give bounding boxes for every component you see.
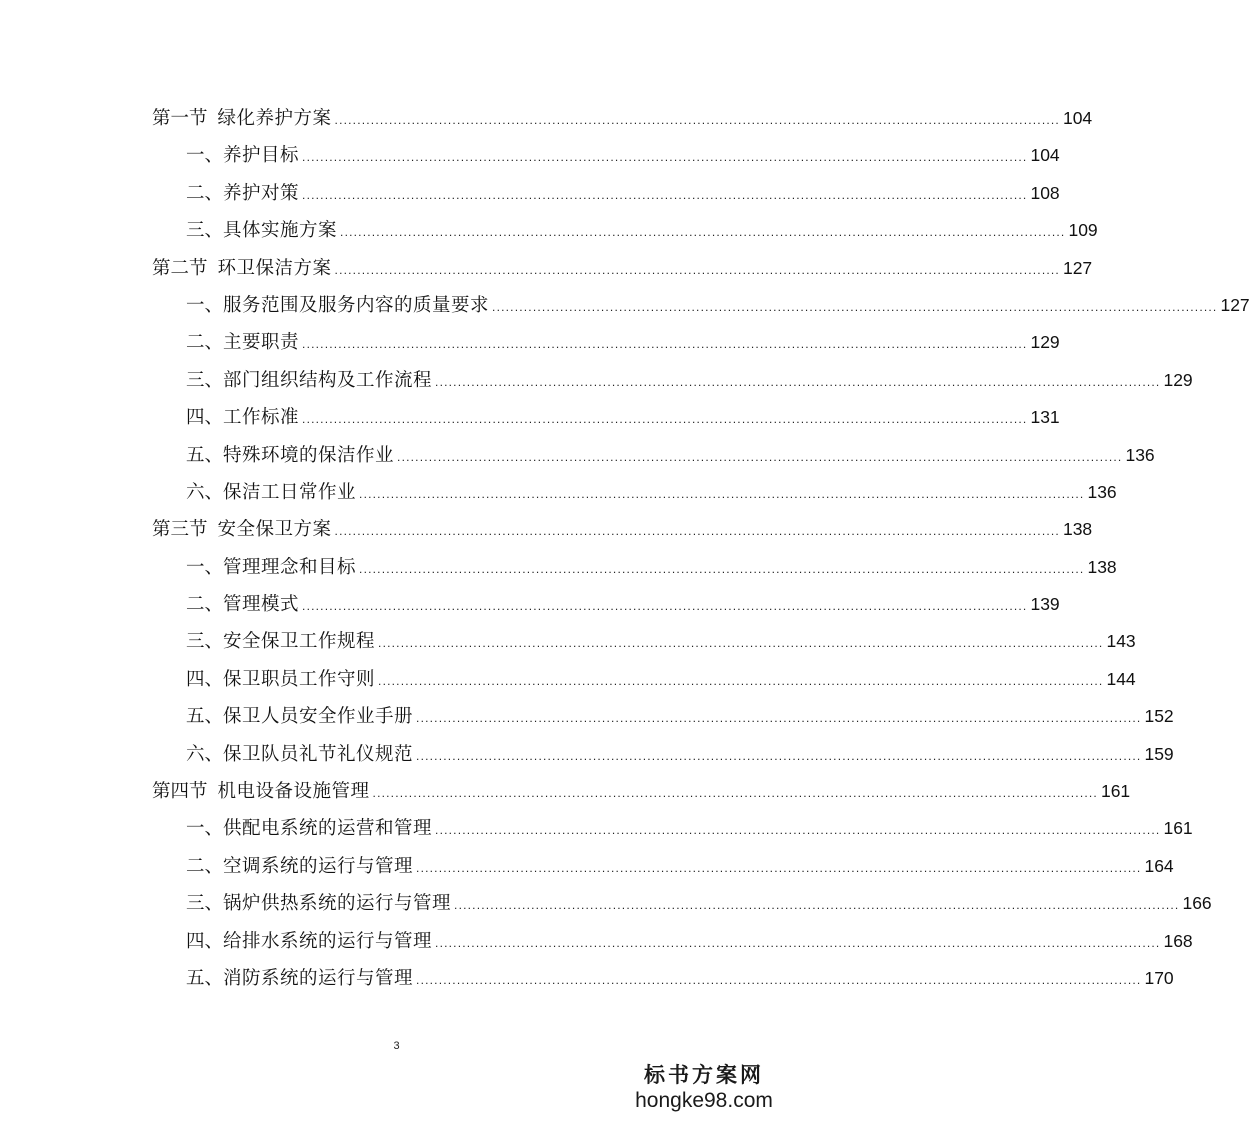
toc-dot-leader: ................................................................................................................................................................ [435, 935, 1161, 950]
toc-entry-number: 六、 [186, 743, 224, 765]
toc-entry-page: 109 [1068, 220, 1098, 241]
toc-entry-page: 152 [1144, 706, 1174, 727]
toc-entry-page: 136 [1125, 444, 1155, 465]
toc-dot-leader: ................................................................................................................................................................ [359, 561, 1085, 576]
toc-subsection-entry[interactable] [152, 399, 1060, 436]
toc-entry-number: 一、 [186, 294, 224, 316]
toc-entry-number: 二、 [186, 182, 224, 204]
toc-subsection-entry[interactable] [152, 736, 1174, 773]
toc-section-entry[interactable] [152, 250, 1093, 287]
table-of-contents [152, 100, 1250, 997]
toc-section-entry[interactable] [152, 773, 1131, 810]
toc-dot-leader: ................................................................................................................................................................ [416, 748, 1142, 763]
toc-entry-title: 具体实施方案 [223, 220, 338, 242]
toc-entry-number: 二、 [186, 332, 224, 354]
toc-entry-page: 143 [1106, 631, 1136, 652]
toc-entry-page: 144 [1106, 668, 1136, 689]
toc-entry-number: 二、 [186, 855, 224, 877]
toc-entry-page: 170 [1144, 967, 1174, 988]
toc-subsection-entry[interactable] [152, 698, 1174, 735]
toc-entry-title: 工作标准 [223, 407, 300, 429]
toc-entry-page: 161 [1163, 818, 1193, 839]
toc-dot-leader: ................................................................................................................................................................ [359, 486, 1085, 501]
toc-section-entry[interactable] [152, 100, 1093, 137]
toc-entry-title: 保洁工日常作业 [223, 481, 357, 503]
toc-dot-leader: ................................................................................................................................................................ [378, 673, 1104, 688]
toc-entry-number: 三、 [186, 893, 224, 915]
toc-entry-number: 第四节 [152, 781, 208, 803]
toc-subsection-entry[interactable] [152, 885, 1212, 922]
toc-subsection-entry[interactable] [152, 960, 1174, 997]
toc-entry-number: 五、 [186, 967, 224, 989]
toc-entry-number: 第二节 [152, 257, 208, 279]
toc-entry-page: 127 [1220, 294, 1250, 315]
toc-entry-page: 129 [1163, 369, 1193, 390]
toc-subsection-entry[interactable] [152, 848, 1174, 885]
toc-entry-title: 保卫队员礼节礼仪规范 [223, 743, 414, 765]
toc-entry-title: 部门组织结构及工作流程 [223, 369, 433, 391]
toc-dot-leader: ................................................................................................................................................................ [340, 225, 1066, 240]
watermark [629, 1062, 779, 1114]
toc-entry-page: 129 [1030, 332, 1060, 353]
toc-entry-number: 三、 [186, 369, 224, 391]
toc-entry-title: 保卫人员安全作业手册 [223, 706, 414, 728]
toc-subsection-entry[interactable] [152, 586, 1060, 623]
toc-subsection-entry[interactable] [152, 287, 1250, 324]
toc-entry-number: 第一节 [152, 108, 208, 129]
toc-dot-leader: ................................................................................................................................................................ [302, 187, 1028, 202]
toc-entry-page: 108 [1030, 182, 1060, 203]
toc-entry-page: 164 [1144, 855, 1174, 876]
toc-entry-title: 空调系统的运行与管理 [223, 855, 414, 877]
toc-entry-number: 一、 [186, 818, 224, 840]
toc-dot-leader: ................................................................................................................................................................ [302, 150, 1028, 165]
toc-entry-page: 138 [1062, 519, 1093, 540]
toc-entry-title: 绿化养护方案 [217, 108, 332, 129]
toc-entry-page: 166 [1182, 893, 1212, 914]
page-number: 3 [393, 1040, 400, 1052]
toc-entry-number: 三、 [186, 220, 224, 242]
toc-entry-title: 养护目标 [223, 145, 300, 167]
toc-dot-leader: ................................................................................................................................................................ [334, 113, 1060, 127]
toc-subsection-entry[interactable] [152, 362, 1193, 399]
toc-entry-title: 特殊环境的保洁作业 [223, 444, 395, 466]
toc-entry-number: 六、 [186, 481, 224, 503]
watermark-title: 标书方案网 [644, 1062, 764, 1087]
toc-entry-number: 四、 [186, 668, 224, 690]
toc-entry-number: 四、 [186, 407, 224, 429]
toc-entry-title: 主要职责 [223, 332, 300, 354]
toc-dot-leader: ................................................................................................................................................................ [302, 412, 1028, 427]
toc-dot-leader: ................................................................................................................................................................ [334, 262, 1060, 277]
toc-entry-title: 服务范围及服务内容的质量要求 [223, 294, 490, 316]
toc-subsection-entry[interactable] [152, 137, 1060, 174]
toc-entry-page: 168 [1163, 930, 1193, 951]
toc-entry-title: 供配电系统的运营和管理 [223, 818, 433, 840]
toc-entry-page: 138 [1087, 556, 1117, 577]
toc-entry-number: 五、 [186, 444, 224, 466]
toc-dot-leader: ................................................................................................................................................................ [416, 972, 1142, 987]
toc-entry-page: 159 [1144, 743, 1174, 764]
toc-entry-title: 安全保卫方案 [217, 519, 332, 541]
toc-dot-leader: ................................................................................................................................................................ [302, 337, 1028, 352]
toc-subsection-entry[interactable] [152, 549, 1117, 586]
toc-entry-title: 给排水系统的运行与管理 [223, 930, 433, 952]
toc-entry-title: 安全保卫工作规程 [223, 631, 376, 653]
watermark-url: hongke98.com [635, 1089, 773, 1112]
toc-entry-page: 104 [1030, 145, 1060, 166]
toc-subsection-entry[interactable] [152, 175, 1060, 212]
toc-section-entry[interactable] [152, 511, 1093, 548]
toc-dot-leader: ................................................................................................................................................................ [378, 636, 1104, 651]
toc-subsection-entry[interactable] [152, 474, 1117, 511]
toc-dot-leader: ................................................................................................................................................................ [454, 898, 1180, 913]
toc-entry-title: 锅炉供热系统的运行与管理 [223, 893, 452, 915]
toc-subsection-entry[interactable] [152, 324, 1060, 361]
toc-dot-leader: ................................................................................................................................................................ [302, 599, 1028, 614]
toc-entry-page: 136 [1087, 481, 1117, 502]
toc-entry-number: 二、 [186, 594, 224, 616]
toc-entry-page: 104 [1062, 108, 1093, 128]
toc-entry-title: 管理理念和目标 [223, 556, 357, 578]
toc-entry-title: 管理模式 [223, 594, 300, 616]
toc-entry-number: 四、 [186, 930, 224, 952]
toc-dot-leader: ................................................................................................................................................................ [492, 299, 1218, 314]
toc-subsection-entry[interactable] [152, 437, 1155, 474]
toc-entry-page: 139 [1030, 594, 1060, 615]
toc-dot-leader: ................................................................................................................................................................ [397, 449, 1123, 464]
toc-entry-number: 一、 [186, 145, 224, 167]
toc-entry-title: 机电设备设施管理 [217, 781, 370, 803]
toc-subsection-entry[interactable] [152, 923, 1193, 960]
toc-entry-page: 161 [1100, 781, 1131, 802]
toc-subsection-entry[interactable] [152, 661, 1136, 698]
toc-entry-title: 养护对策 [223, 182, 300, 204]
toc-dot-leader: ................................................................................................................................................................ [334, 524, 1060, 539]
toc-entry-page: 127 [1062, 257, 1093, 278]
toc-entry-number: 三、 [186, 631, 224, 653]
toc-entry-page: 131 [1030, 407, 1060, 428]
toc-dot-leader: ................................................................................................................................................................ [416, 860, 1142, 875]
toc-entry-title: 保卫职员工作守则 [223, 668, 376, 690]
toc-entry-number: 五、 [186, 706, 224, 728]
toc-subsection-entry[interactable] [152, 623, 1136, 660]
toc-entry-number: 一、 [186, 556, 224, 578]
toc-dot-leader: ................................................................................................................................................................ [435, 823, 1161, 838]
toc-dot-leader: ................................................................................................................................................................ [435, 374, 1161, 389]
toc-entry-title: 环卫保洁方案 [217, 257, 332, 279]
toc-subsection-entry[interactable] [152, 810, 1193, 847]
toc-entry-title: 消防系统的运行与管理 [223, 967, 414, 989]
toc-entry-number: 第三节 [152, 519, 208, 541]
toc-subsection-entry[interactable] [152, 212, 1098, 249]
toc-dot-leader: ................................................................................................................................................................ [372, 786, 1098, 801]
toc-dot-leader: ................................................................................................................................................................ [416, 711, 1142, 726]
